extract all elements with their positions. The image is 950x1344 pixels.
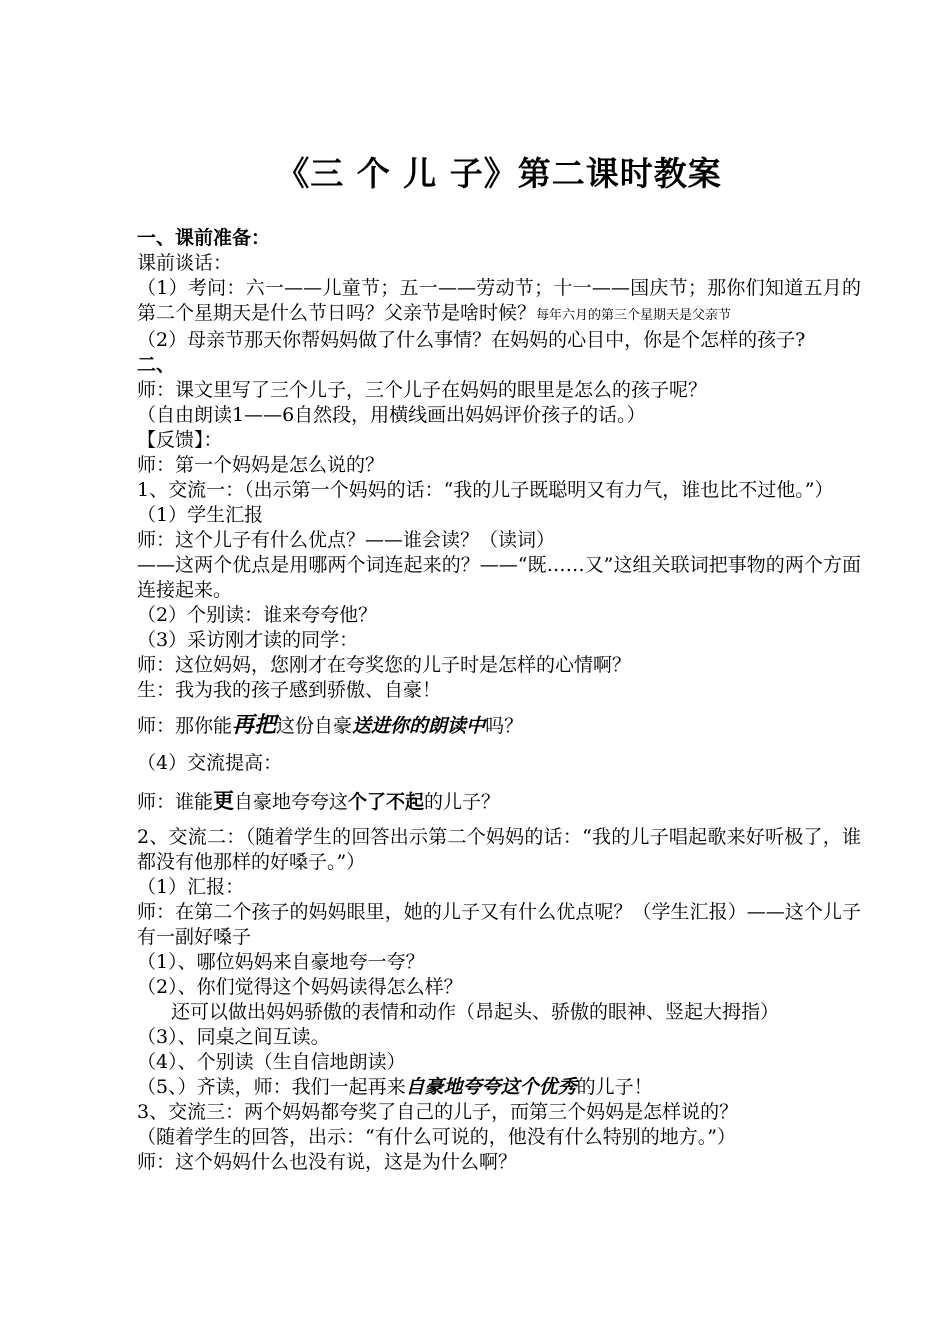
text-run: 吗？: [485, 715, 524, 737]
note-text: 每年六月的第三个星期天是父亲节: [536, 308, 732, 323]
emphasis-text: 更: [213, 788, 235, 813]
paragraph: 师：这位妈妈，您刚才在夸奖您的儿子时是怎样的心情啊？: [137, 654, 632, 676]
paragraph: 1、交流一：（出示第一个妈妈的话：“我的儿子既聪明又有力气，谁也比不过他。”）: [137, 479, 834, 501]
paragraph: 师：这个妈妈什么也没有说，这是为什么啊？: [137, 1151, 518, 1173]
document-title: 《三 个 儿 子》第二课时教案: [276, 154, 722, 193]
paragraph: [137, 276, 861, 328]
paragraph: （1）学生汇报: [137, 504, 264, 526]
paragraph: （2）、你们觉得这个妈妈读得怎么样？: [137, 976, 463, 998]
emphasis-text: 再把: [232, 712, 277, 738]
paragraph: （2）母亲节那天你帮妈妈做了什么事情？在妈妈的心目中，你是个怎样的孩子?: [137, 329, 806, 351]
emphasis-text: 个了不起: [348, 791, 425, 813]
paragraph: 2、交流二：（随着学生的回答出示第二个妈妈的话：“我的儿子唱起歌来好听极了，谁都没有他那样的好嗓子。”）: [137, 826, 861, 873]
text-run: （5、）齐读，师：我们一起再来: [137, 1076, 406, 1098]
paragraph: （1）汇报：: [137, 876, 245, 898]
paragraph: 师：第一个妈妈是怎么说的？: [137, 454, 385, 476]
paragraph: [137, 788, 861, 815]
text-run: 的儿子！: [576, 1076, 653, 1098]
paragraph: ——这两个优点是用哪两个词连起来的？——“既……又”这组关联词把事物的两个方面连接起来。: [137, 554, 861, 601]
paragraph: 课前谈话：: [137, 252, 233, 274]
paragraph: 【反馈】：: [137, 429, 223, 451]
paragraph: 生：我为我的孩子感到骄傲、自豪！: [137, 679, 442, 701]
paragraph: （4）交流提高：: [137, 752, 283, 774]
section-heading-1: 一、课前准备：: [137, 227, 271, 249]
paragraph: 师：这个儿子有什么优点？——谁会读？（读词）: [137, 529, 556, 551]
paragraph: （2）个别读：谁来夸夸他？: [137, 604, 378, 626]
paragraph: （3）采访刚才读的同学：: [137, 629, 359, 651]
document-body: [137, 226, 861, 1175]
emphasis-text: 送进你的朗读中: [352, 715, 486, 737]
paragraph: 师：课文里写了三个儿子，三个儿子在妈妈的眼里是怎么的孩子呢？: [137, 379, 708, 401]
text-run: 这份自豪: [276, 715, 353, 737]
paragraph: （4）、个别读（生自信地朗读）: [137, 1051, 406, 1073]
paragraph: 3、交流三：两个妈妈都夸奖了自己的儿子，而第三个妈妈是怎样说的？: [137, 1101, 739, 1123]
text-run: 师：那你能: [137, 715, 233, 737]
text-run: 师：谁能: [137, 791, 214, 813]
emphasis-text: 自豪地夸夸这个优秀: [405, 1076, 577, 1098]
paragraph: 还可以做出妈妈骄傲的表情和动作（昂起头、骄傲的眼神、竖起大拇指）: [171, 1001, 780, 1023]
paragraph: [137, 713, 861, 739]
paragraph: [137, 1075, 861, 1100]
paragraph: （1）、哪位妈妈来自豪地夸一夸？: [137, 951, 425, 973]
section-heading-2: 二、: [137, 354, 176, 376]
paragraph: （3）、同桌之间互读。: [137, 1026, 330, 1048]
text-run: 的儿子？: [424, 791, 501, 813]
paragraph: （自由朗读1——6自然段，用横线画出妈妈评价孩子的话。）: [137, 404, 646, 426]
text-run: （1）考问：六一——儿童节；五一——劳动节；十一——国庆节；那你们知道五月的第二个星期天是什么节日吗？父亲节是啥时候？: [137, 277, 861, 324]
paragraph: （随着学生的回答，出示：“有什么可说的，他没有什么特别的地方。”）: [137, 1126, 736, 1148]
text-run: 自豪地夸夸这: [234, 791, 349, 813]
paragraph: 师：在第二个孩子的妈妈眼里，她的儿子又有什么优点呢？（学生汇报）——这个儿子有一副好嗓子: [137, 901, 861, 948]
